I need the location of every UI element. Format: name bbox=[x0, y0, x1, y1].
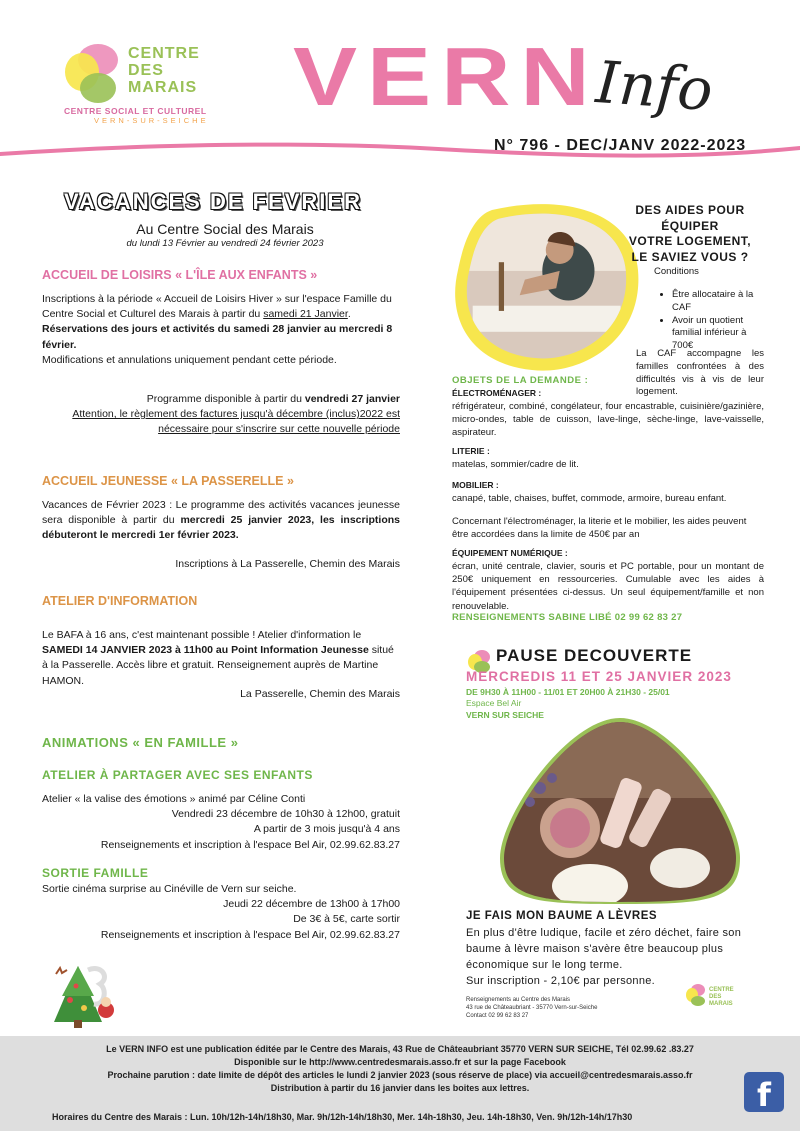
vacances-dates: du lundi 13 Février au vendredi 24 février 2023 bbox=[126, 238, 324, 249]
small-logo bbox=[684, 982, 744, 1012]
logo-name: CENTRE DES MARAIS bbox=[128, 45, 200, 96]
atelier-enfants-body: Atelier « la valise des émotions » animé par Céline Conti Vendredi 23 décembre de 10h30 à 12h00, gratuit A partir de 3 mois jusqu'à 4 ans Renseignements et inscription à l'espace Bel Air, 02.99.62.83.27 bbox=[42, 793, 400, 851]
conditions-label: Conditions bbox=[654, 266, 699, 277]
footer-hours: Horaires du Centre des Marais : Lun. 10h/12h-14h/18h30, Mar. 9h/12h-14h/18h30, Mer. 14h-18h30, Jeu. 14h-18h30, Ven. 9h/12h-14h/17h30 bbox=[52, 1112, 633, 1122]
svg-text:DES: DES bbox=[709, 994, 722, 1000]
atelier-enfants-heading: ATELIER À PARTAGER AVEC SES ENFANTS bbox=[42, 768, 313, 782]
svg-text:CENTRE: CENTRE bbox=[709, 987, 734, 993]
aides-heading: DES AIDES POUR ÉQUIPER VOTRE LOGEMENT, LE SAVIEZ VOUS ? bbox=[628, 203, 752, 264]
atelier-info-place: La Passerelle, Chemin des Marais bbox=[240, 688, 400, 700]
footer-publisher: Le VERN INFO est une publication éditée par le Centre des Marais, 43 Rue de Châteaubriant 35770 VERN SUR SEICHE, Tél 02.99.62 .83.27 bbox=[106, 1044, 694, 1054]
pause-contact: Renseignements au Centre des Marais 43 rue de Châteaubriant - 35770 Vern-sur-Seiche Contact 02 99 62 83 27 bbox=[466, 997, 598, 1020]
pause-city: VERN SUR SEICHE bbox=[466, 710, 544, 720]
jeunesse-place: Inscriptions à La Passerelle, Chemin des Marais bbox=[175, 558, 400, 570]
issue-number: N° 796 - DEC/JANV 2022-2023 bbox=[494, 137, 747, 154]
objets-heading: OBJETS DE LA DEMANDE : bbox=[452, 375, 589, 386]
footer-website[interactable]: Disponible sur le http://www.centredesmarais.asso.fr et sur la page Facebook bbox=[234, 1057, 566, 1067]
masthead-vern: VERN bbox=[293, 30, 600, 123]
electromenager-block: ÉLECTROMÉNAGER : réfrigérateur, combiné, congélateur, four encastrable, cuisinière/gazinière, micro-ondes, table de cuisson, lave-linge, sèche-linge, lave-vaisselle, aspirateur. bbox=[452, 388, 764, 439]
loisirs-heading: ACCUEIL DE LOISIRS « L'ÎLE AUX ENFANTS » bbox=[42, 268, 318, 282]
conditions-list bbox=[660, 289, 770, 353]
footer-distribution: Distribution à partir du 16 janvier dans les boites aux lettres. bbox=[270, 1083, 530, 1093]
footer bbox=[0, 1036, 800, 1131]
baume-title: JE FAIS MON BAUME A LÈVRES bbox=[466, 910, 658, 922]
logo-subtitle: CENTRE SOCIAL ET CULTUREL bbox=[64, 106, 207, 116]
mobilier-block: MOBILIER : canapé, table, chaises, buffet, commode, armoire, bureau enfant. bbox=[452, 480, 727, 504]
lip-balm-photo bbox=[500, 718, 740, 904]
jeunesse-heading: ACCUEIL JEUNESSE « LA PASSERELLE » bbox=[42, 474, 294, 488]
vacances-subtitle: Au Centre Social des Marais bbox=[136, 221, 314, 237]
pause-title: PAUSE DECOUVERTE bbox=[496, 646, 693, 665]
caf-text: La CAF accompagne les familles confrontées à des difficultés vis à vis de leur logement. bbox=[636, 348, 764, 398]
masthead-info: Info bbox=[593, 48, 715, 124]
svg-text:MARAIS: MARAIS bbox=[709, 1001, 733, 1007]
pause-hours: DE 9H30 À 11H00 - 11/01 ET 20H00 À 21H30 - 25/01 bbox=[466, 687, 670, 697]
sortie-heading: SORTIE FAMILLE bbox=[42, 866, 149, 880]
vacances-title: VACANCES DE FEVRIER bbox=[64, 189, 362, 214]
literie-block: LITERIE : matelas, sommier/cadre de lit. bbox=[452, 446, 579, 470]
sortie-body: Sortie cinéma surprise au Cinéville de Vern sur seiche. Jeudi 22 décembre de 13h00 à 17h00 De 3€ à 5€, carte sortir Renseignements et inscription à l'espace Bel Air, 02.99.62.83.27 bbox=[42, 883, 400, 941]
logo-city: VERN-SUR-SEICHE bbox=[94, 116, 209, 125]
baume-text: En plus d'être ludique, facile et zéro déchet, faire son baume à lèvre maison s'avère être beaucoup plus économique sur le long terme. Sur inscription - 2,10€ par personne. bbox=[466, 927, 742, 987]
pause-location: Espace Bel Air bbox=[466, 698, 522, 708]
christmas-tree-illustration bbox=[48, 960, 122, 1030]
condition-item: • Avoir un quotient familial inférieur à 700€ bbox=[672, 315, 770, 353]
atelier-info-heading: ATELIER D'INFORMATION bbox=[42, 594, 198, 608]
jeunesse-body: Vacances de Février 2023 : Le programme des activités vacances jeunesse sera disponible à partir du mercredi 25 janvier 2023, les inscriptions débuteront le mercredi 1er février 2023. bbox=[42, 499, 400, 542]
concernant-text: Concernant l'électroménager, la literie et le mobilier, les aides peuvent être accordées dans la limite de 450€ par an bbox=[452, 516, 747, 541]
numerique-block: ÉQUIPEMENT NUMÉRIQUE : écran, unité centrale, clavier, souris et PC portable, pour un montant de 250€ uniquement en ressourceries. Cumulable avec les aides à l'équipement présentées ci-dessus. Un seul équipement/famille et non renouvelable. bbox=[452, 548, 764, 612]
loisirs-programme: Programme disponible à partir du vendredi 27 janvier Attention, le règlement des factures jusqu'à décembre (inclus)2022 est nécessaire pour s'inscrire sur cette nouvelle période bbox=[72, 393, 400, 436]
loisirs-body: Inscriptions à la période « Accueil de Loisirs Hiver » sur l'espace Famille du Centre Social et Culturel des Marais à partir du samedi 21 Janvier. Réservations des jours et activités du samedi 28 janvier au mercredi 8 février. Modifications et annulations uniquement pendant cette période. bbox=[42, 293, 393, 366]
facebook-icon[interactable]: f bbox=[744, 1072, 784, 1112]
aides-contact: RENSEIGNEMENTS SABINE LIBÉ 02 99 62 83 27 bbox=[452, 612, 683, 623]
pause-dates: MERCREDIS 11 ET 25 JANVIER 2023 bbox=[466, 669, 732, 684]
famille-heading: ANIMATIONS « EN FAMILLE » bbox=[42, 735, 239, 750]
logo-blobs bbox=[62, 38, 132, 108]
atelier-info-body: Le BAFA à 16 ans, c'est maintenant possible ! Atelier d'information le SAMEDI 14 JANVIER 2023 à 11h00 au Point Information Jeunesse situé à la Passerelle. Accès libre et gratuit. Renseignement auprès de Martine HAMON. bbox=[42, 629, 394, 687]
condition-item: • Être allocataire à la CAF bbox=[672, 289, 770, 315]
footer-next-issue: Prochaine parution : date limite de dépôt des articles le lundi 2 janvier 2023 (sous réserve de place) via accueil@centredesmarais.asso.fr bbox=[107, 1070, 693, 1080]
